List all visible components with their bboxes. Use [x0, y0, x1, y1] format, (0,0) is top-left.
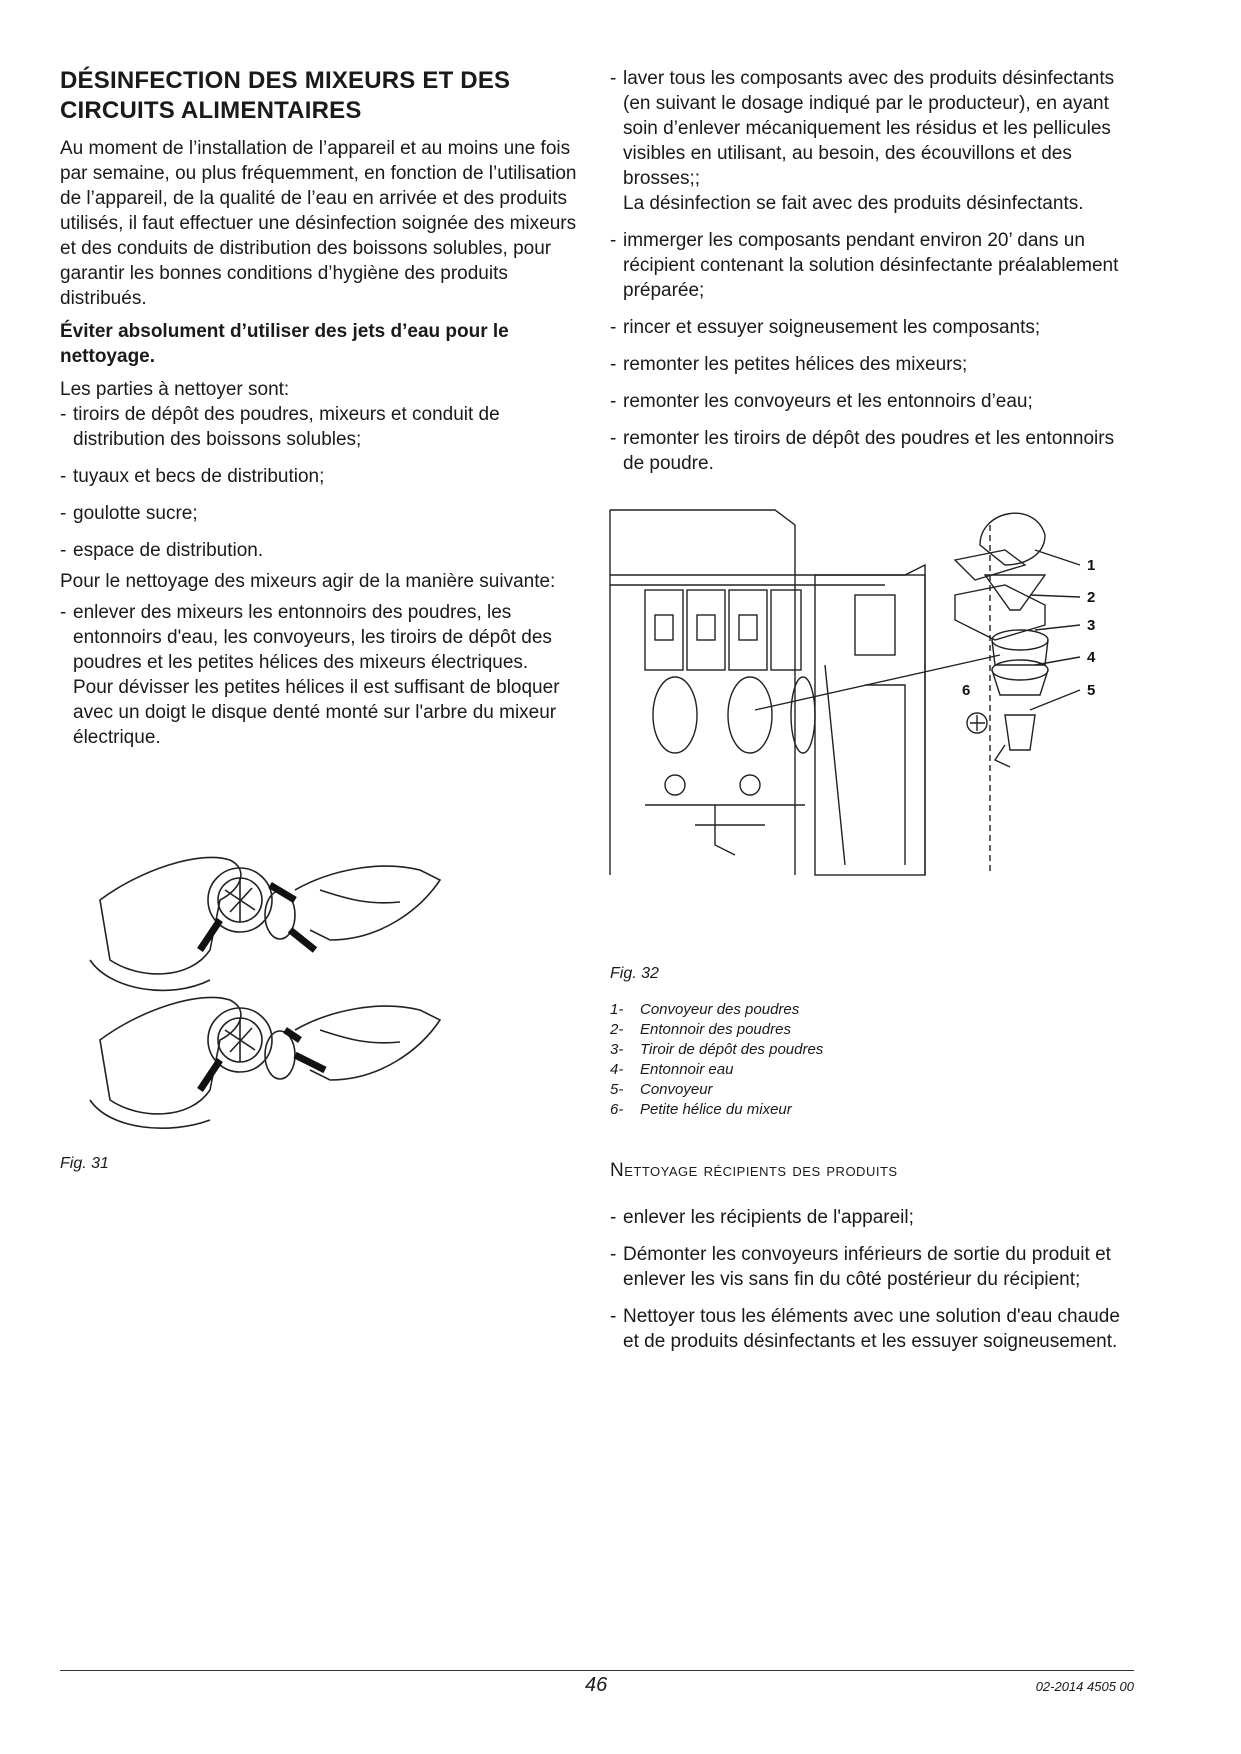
- fig31-caption: Fig. 31: [60, 1155, 109, 1172]
- legend-item: [610, 1060, 823, 1080]
- legend-number: 5-: [610, 1081, 624, 1098]
- list-item: - rincer et essuyer soigneusement les composants;: [610, 315, 1140, 340]
- list-item: [610, 66, 1140, 216]
- legend-item: [610, 1100, 823, 1120]
- list-item: - remonter les petites hélices des mixeurs;: [610, 352, 1140, 377]
- legend-label: Tiroir de dépôt des poudres: [640, 1041, 824, 1058]
- fig32-legend: [610, 1000, 823, 1120]
- procedure-note: Pour dévisser les petites hélices il est suffisant de bloquer avec un doigt le disque denté monté sur l'arbre du mixeur électrique.: [73, 677, 560, 748]
- legend-label: Convoyeur: [640, 1081, 713, 1098]
- fig32-illustration: [605, 505, 1135, 885]
- legend-label: Convoyeur des poudres: [640, 1001, 800, 1018]
- callout-6: 6: [962, 682, 971, 699]
- warning-paragraph: Éviter absolument d’utiliser des jets d’eau pour le nettoyage.: [60, 321, 509, 367]
- list-item: - enlever les récipients de l'appareil;: [610, 1205, 1140, 1230]
- legend-item: [610, 1020, 823, 1040]
- list-item: - goulotte sucre;: [60, 501, 580, 526]
- legend-label: Petite hélice du mixeur: [640, 1101, 792, 1118]
- footer-divider: [60, 1670, 1134, 1671]
- list-item: - immerger les composants pendant environ 20’ dans un récipient contenant la solution désinfectante préalablement préparée;: [610, 228, 1140, 303]
- legend-item: [610, 1080, 823, 1100]
- right-column: [610, 66, 1140, 488]
- page-number: 46: [585, 1674, 608, 1696]
- section-title: [60, 66, 580, 126]
- callout-3: 3: [1087, 617, 1096, 634]
- procedure-item: - enlever des mixeurs les entonnoirs des poudres, les entonnoirs d'eau, les convoyeurs, les tiroirs de dépôt des poudres et les petites hélices des mixeurs électriques.: [73, 602, 552, 673]
- legend-number: 6-: [610, 1101, 624, 1118]
- fig32-caption: Fig. 32: [610, 965, 659, 982]
- step-extra: La désinfection se fait avec des produits désinfectants.: [623, 193, 1084, 214]
- list-item: - remonter les tiroirs de dépôt des poudres et les entonnoirs de poudre.: [610, 426, 1140, 476]
- parts-intro: Les parties à nettoyer sont:: [60, 379, 290, 400]
- cleaning-steps: [610, 1205, 1140, 1366]
- list-item: - tiroirs de dépôt des poudres, mixeurs et conduit de distribution des boissons solubles;: [60, 402, 580, 452]
- disinfection-steps: [610, 66, 1140, 476]
- list-item: - remonter les convoyeurs et les entonnoirs d’eau;: [610, 389, 1140, 414]
- legend-number: 4-: [610, 1061, 624, 1078]
- subsection-title: Nettoyage récipients des produits: [610, 1160, 898, 1181]
- left-column: [60, 66, 580, 762]
- legend-number: 3-: [610, 1041, 624, 1058]
- step-text: - laver tous les composants avec des produits désinfectants (en suivant le dosage indiqué par le producteur), en ayant soin d’enlever mécaniquement les résidus et les pellicules visibles en utilisant, au besoin, des écouvillons et des brosses;;: [623, 68, 1115, 189]
- list-item: - espace de distribution.: [60, 538, 580, 563]
- list-item: - tuyaux et becs de distribution;: [60, 464, 580, 489]
- section-title-line-2: CIRCUITS ALIMENTAIRES: [60, 97, 362, 124]
- callout-1: 1: [1087, 557, 1096, 574]
- callout-4: 4: [1087, 649, 1096, 666]
- parts-list: [60, 402, 580, 563]
- callout-2: 2: [1087, 589, 1096, 606]
- document-code: 02-2014 4505 00: [1035, 1679, 1134, 1694]
- procedure-list: [60, 600, 580, 750]
- fig31-illustration: [80, 830, 460, 1140]
- procedure-intro: Pour le nettoyage des mixeurs agir de la manière suivante:: [60, 571, 556, 592]
- legend-item: [610, 1000, 823, 1020]
- callout-5: 5: [1087, 682, 1096, 699]
- legend-label: Entonnoir des poudres: [640, 1021, 791, 1038]
- legend-item: [610, 1040, 823, 1060]
- list-item: - Nettoyer tous les éléments avec une solution d'eau chaude et de produits désinfectants et les essuyer soigneusement.: [610, 1304, 1140, 1354]
- list-item: - Démonter les convoyeurs inférieurs de sortie du produit et enlever les vis sans fin du côté postérieur du récipient;: [610, 1242, 1140, 1292]
- section-title-line-1: DÉSINFECTION DES MIXEURS ET DES: [60, 67, 511, 94]
- legend-number: 2-: [610, 1021, 624, 1038]
- list-item: [60, 600, 580, 750]
- legend-number: 1-: [610, 1001, 624, 1018]
- intro-paragraph: Au moment de l’installation de l’appareil et au moins une fois par semaine, ou plus fréquemment, en fonction de l’utilisation de l’appareil, de la qualité de l’eau en arrivée et des produits utilisés, il faut effectuer une désinfection soignée des mixeurs et des conduits de distribution des boissons solubles, pour garantir les bonnes conditions d’hygiène des produits distribués.: [60, 138, 577, 309]
- legend-label: Entonnoir eau: [640, 1061, 734, 1078]
